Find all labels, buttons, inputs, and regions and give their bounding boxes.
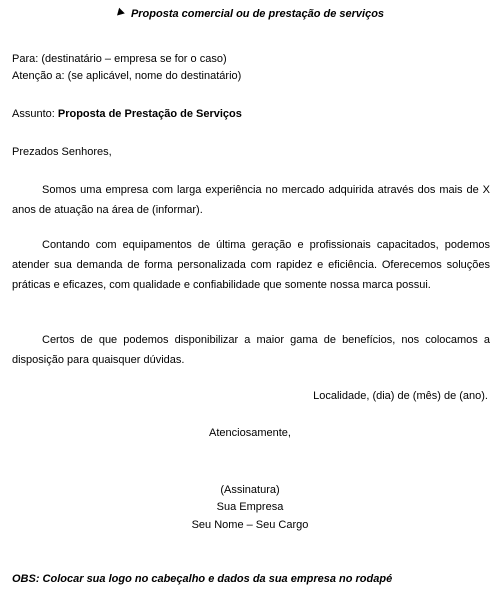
paragraph-2: Contando com equipamentos de última geração e profissionais capacitados, podemos atender sua demanda de forma personalizada com rapidez e eficiência. Oferecemos soluções práticas e eficazes, com qualidade e confiabilidade que somente nossa marca possui. [12,239,490,291]
paragraph-3: Certos de que podemos disponibilizar a maior gama de benefícios, nos colocamos a disposição para quaisquer dúvidas. [12,334,490,366]
recipient-line: Para: (destinatário – empresa se for o caso) [12,53,227,65]
document-header [0,8,500,20]
subject-line [12,107,242,121]
subject-label: Assunto: [12,108,58,120]
attention-line: Atenção a: (se aplicável, nome do destinatário) [12,70,242,82]
name-role: Seu Nome – Seu Cargo [191,519,309,531]
triangle-bullet-icon [114,8,125,19]
signature-line: (Assinatura) [220,484,280,496]
date-line: Localidade, (dia) de (mês) de (ano). [313,390,488,402]
footer-note: OBS: Colocar sua logo no cabeçalho e dados da sua empresa no rodapé [12,573,393,585]
subject-value: Proposta de Prestação de Serviços [57,108,242,120]
paragraph-1: Somos uma empresa com larga experiência no mercado adquirida através dos mais de X anos de atuação na área de (informar). [12,184,490,216]
company-name: Sua Empresa [216,501,284,513]
greeting: Prezados Senhores, [12,146,112,158]
document-title: Proposta comercial ou de prestação de serviços [130,8,385,20]
closing-text: Atenciosamente, [209,427,291,439]
